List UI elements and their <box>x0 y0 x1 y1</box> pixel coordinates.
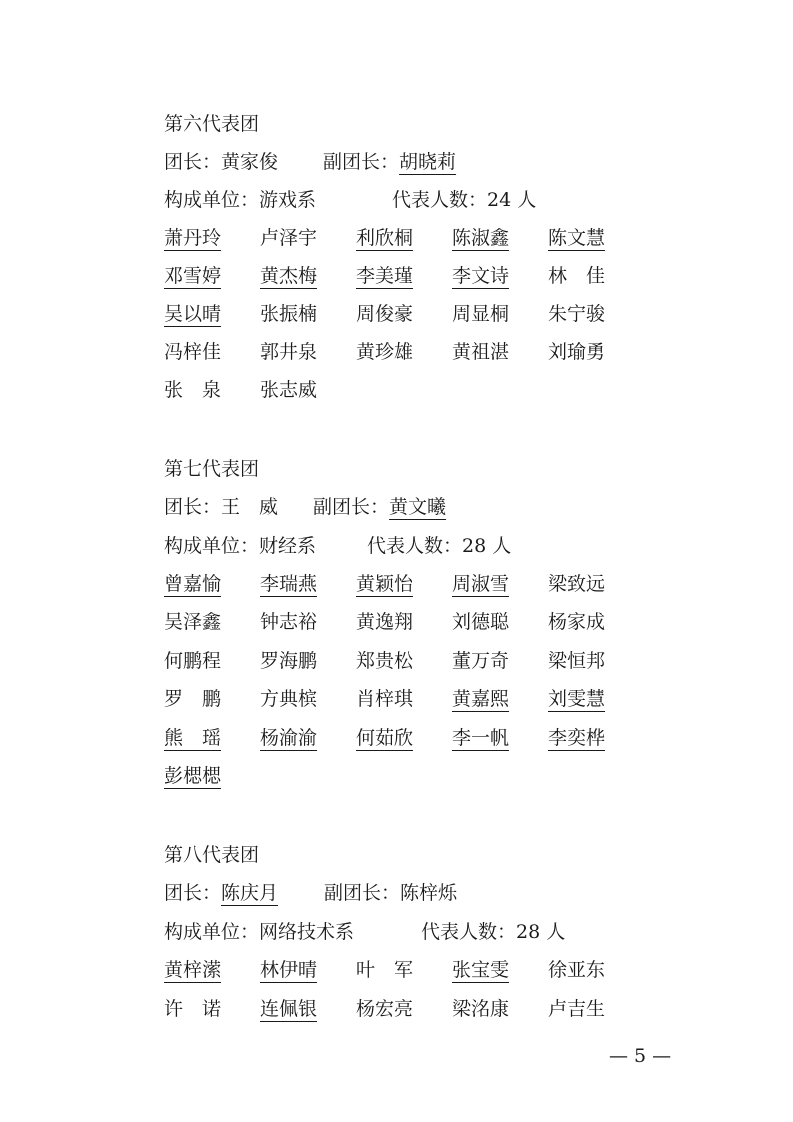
member-name: 李文诗 <box>452 265 510 287</box>
unit-name: 网络技术系 <box>259 921 355 943</box>
member-name: 陈淑鑫 <box>452 227 510 249</box>
member-name: 萧丹玲 <box>164 227 222 249</box>
member-name: 刘瑜勇 <box>548 341 606 363</box>
deputy-label: 副团长： <box>323 151 400 173</box>
member-name: 周淑雪 <box>452 573 510 595</box>
leader-line <box>164 150 456 174</box>
member-name: 黄珍雄 <box>356 341 414 363</box>
member-name: 周显桐 <box>452 303 510 325</box>
group-title: 第六代表团 <box>164 113 260 135</box>
count-value: 24 人 <box>487 189 537 211</box>
count-label: 代表人数： <box>421 921 517 943</box>
member-name: 梁恒邦 <box>548 650 606 672</box>
member-name: 黄逸翔 <box>356 611 414 633</box>
leader-label: 团长： <box>164 882 222 904</box>
member-name: 彭楒楒 <box>164 765 222 787</box>
member-name: 何茹欣 <box>356 727 414 749</box>
member-name: 曾嘉愉 <box>164 573 222 595</box>
member-name: 梁致远 <box>548 573 606 595</box>
group-title: 第八代表团 <box>164 844 260 866</box>
member-name: 郭井泉 <box>260 341 318 363</box>
member-name: 林伊晴 <box>260 959 318 981</box>
leader-name: 王 威 <box>221 496 279 518</box>
member-name: 罗 鹏 <box>164 688 222 710</box>
member-name: 李美瑾 <box>356 265 414 287</box>
member-name: 叶 军 <box>356 959 414 981</box>
leader-name: 黄家俊 <box>221 151 279 173</box>
leader-label: 团长： <box>164 496 222 518</box>
member-name: 林 佳 <box>548 265 606 287</box>
member-name: 许 诺 <box>164 998 222 1020</box>
member-name: 李瑞燕 <box>260 573 318 595</box>
member-name: 朱宁骏 <box>548 303 606 325</box>
member-name: 梁洺康 <box>452 998 510 1020</box>
member-name: 卢泽宇 <box>260 227 318 249</box>
member-name: 董万奇 <box>452 650 510 672</box>
deputy-name: 陈梓烁 <box>400 882 458 904</box>
member-name: 刘德聪 <box>452 611 510 633</box>
member-name: 李一帆 <box>452 727 510 749</box>
leader-line <box>164 881 457 905</box>
member-name: 黄嘉熙 <box>452 688 510 710</box>
member-name: 徐亚东 <box>548 959 606 981</box>
member-name: 何鹏程 <box>164 650 222 672</box>
member-name: 张振楠 <box>260 303 318 325</box>
leader-line <box>164 495 446 519</box>
unit-line <box>164 534 511 558</box>
member-name: 方典槟 <box>260 688 318 710</box>
member-name: 吴泽鑫 <box>164 611 222 633</box>
unit-label: 构成单位： <box>164 535 260 557</box>
member-name: 杨渝渝 <box>260 727 318 749</box>
deputy-label: 副团长： <box>313 496 390 518</box>
count-label: 代表人数： <box>392 189 488 211</box>
member-name: 陈文慧 <box>548 227 606 249</box>
unit-label: 构成单位： <box>164 921 260 943</box>
unit-line <box>164 920 565 944</box>
member-name: 李奕桦 <box>548 727 606 749</box>
member-name: 黄颖怡 <box>356 573 414 595</box>
member-name: 郑贵松 <box>356 650 414 672</box>
member-name: 钟志裕 <box>260 611 318 633</box>
member-name: 连佩银 <box>260 998 318 1020</box>
member-name: 罗海鹏 <box>260 650 318 672</box>
unit-name: 游戏系 <box>259 189 317 211</box>
member-name: 利欣桐 <box>356 227 414 249</box>
member-name: 张 泉 <box>164 379 222 401</box>
count-value: 28 人 <box>516 921 566 943</box>
member-name: 张志威 <box>260 379 318 401</box>
member-name: 黄祖湛 <box>452 341 510 363</box>
deputy-name: 黄文曦 <box>389 496 447 518</box>
group-title: 第七代表团 <box>164 458 260 480</box>
member-name: 邓雪婷 <box>164 265 222 287</box>
member-name: 杨宏亮 <box>356 998 414 1020</box>
member-name: 杨家成 <box>548 611 606 633</box>
member-name: 卢吉生 <box>548 998 606 1020</box>
leader-name: 陈庆月 <box>221 882 279 904</box>
page-number: — 5 — <box>609 1045 672 1067</box>
deputy-label: 副团长： <box>324 882 401 904</box>
member-name: 肖梓琪 <box>356 688 414 710</box>
member-name: 吴以晴 <box>164 303 222 325</box>
count-label: 代表人数： <box>367 535 463 557</box>
unit-name: 财经系 <box>259 535 317 557</box>
member-name: 黄梓潆 <box>164 959 222 981</box>
member-name: 刘雯慧 <box>548 688 606 710</box>
unit-label: 构成单位： <box>164 189 260 211</box>
member-name: 冯梓佳 <box>164 341 222 363</box>
count-value: 28 人 <box>462 535 512 557</box>
leader-label: 团长： <box>164 151 222 173</box>
member-name: 张宝雯 <box>452 959 510 981</box>
member-name: 熊 瑶 <box>164 727 222 749</box>
member-name: 周俊豪 <box>356 303 414 325</box>
unit-line <box>164 188 536 212</box>
deputy-name: 胡晓莉 <box>399 151 457 173</box>
member-name: 黄杰梅 <box>260 265 318 287</box>
